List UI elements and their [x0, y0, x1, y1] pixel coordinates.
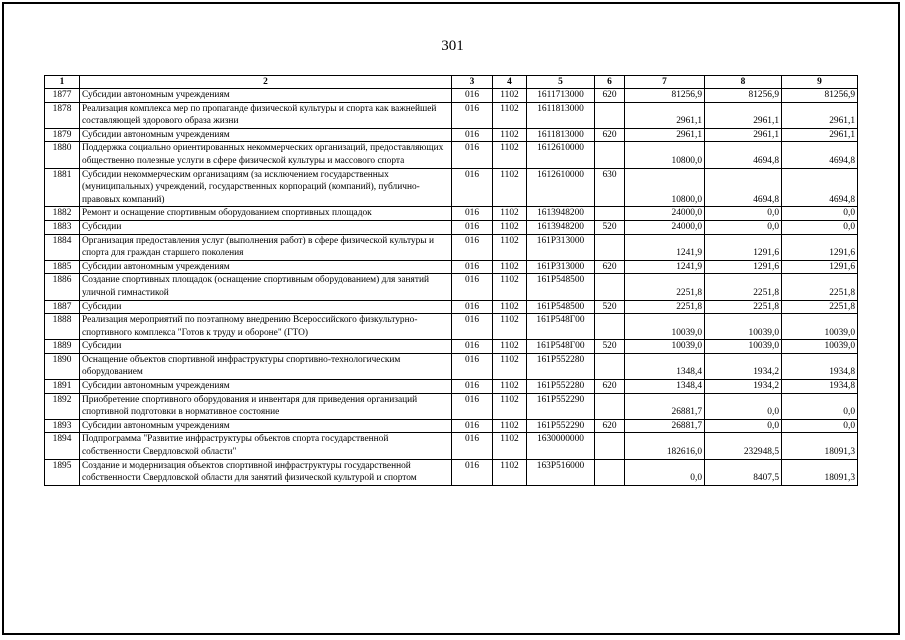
table-row [45, 393, 858, 419]
row-number: 1885 [45, 260, 80, 274]
table-row [45, 260, 858, 274]
row-value-9: 18091,3 [782, 459, 858, 485]
row-code-6: 620 [595, 128, 625, 142]
row-code-6: 520 [595, 300, 625, 314]
row-code-3: 016 [452, 340, 493, 354]
row-code-4: 1102 [493, 353, 527, 379]
row-value-7: 1241,9 [625, 234, 705, 260]
row-description: Субсидии [80, 220, 452, 234]
row-code-3: 016 [452, 380, 493, 394]
table-row [45, 128, 858, 142]
row-code-6: 620 [595, 380, 625, 394]
row-number: 1882 [45, 207, 80, 221]
row-code-3: 016 [452, 419, 493, 433]
row-value-7: 26881,7 [625, 419, 705, 433]
row-code-3: 016 [452, 89, 493, 103]
row-value-8: 81256,9 [705, 89, 782, 103]
row-code-4: 1102 [493, 340, 527, 354]
row-value-8: 1291,6 [705, 234, 782, 260]
row-code-5: 161P313000 [527, 234, 595, 260]
row-description: Поддержка социально ориентированных некоммерческих организаций, предоставляющих общественно полезные услуги в сфере физической культуры и массового спорта [80, 142, 452, 168]
row-code-3: 016 [452, 353, 493, 379]
row-description: Ремонт и оснащение спортивным оборудованием спортивных площадок [80, 207, 452, 221]
table-row [45, 353, 858, 379]
row-description: Субсидии автономным учреждениям [80, 128, 452, 142]
table-row [45, 207, 858, 221]
row-value-7: 10800,0 [625, 142, 705, 168]
table-row [45, 419, 858, 433]
row-value-7: 1348,4 [625, 353, 705, 379]
row-value-9: 0,0 [782, 207, 858, 221]
table-row [45, 314, 858, 340]
row-code-3: 016 [452, 314, 493, 340]
row-value-8: 0,0 [705, 220, 782, 234]
row-value-7: 10800,0 [625, 168, 705, 207]
row-description: Приобретение спортивного оборудования и инвентаря для приведения организаций спортивной подготовки в нормативное состояние [80, 393, 452, 419]
row-description: Подпрограмма "Развитие инфраструктуры объектов спорта государственной собственности Свердловской области" [80, 433, 452, 459]
row-code-6: 520 [595, 220, 625, 234]
row-value-9: 81256,9 [782, 89, 858, 103]
row-code-3: 016 [452, 207, 493, 221]
row-code-5: 161P548Г00 [527, 314, 595, 340]
row-code-6 [595, 207, 625, 221]
row-number: 1894 [45, 433, 80, 459]
row-code-4: 1102 [493, 168, 527, 207]
row-value-8: 10039,0 [705, 340, 782, 354]
row-description: Субсидии автономным учреждениям [80, 260, 452, 274]
row-code-4: 1102 [493, 274, 527, 300]
table-row [45, 380, 858, 394]
row-value-8: 0,0 [705, 207, 782, 221]
row-value-9: 2961,1 [782, 128, 858, 142]
row-value-7: 81256,9 [625, 89, 705, 103]
row-description: Субсидии [80, 340, 452, 354]
header-cell: 3 [452, 76, 493, 89]
row-code-4: 1102 [493, 234, 527, 260]
row-number: 1890 [45, 353, 80, 379]
row-code-3: 016 [452, 433, 493, 459]
row-code-3: 016 [452, 142, 493, 168]
row-code-6 [595, 433, 625, 459]
row-code-6 [595, 353, 625, 379]
row-value-8: 2251,8 [705, 274, 782, 300]
row-number: 1878 [45, 102, 80, 128]
row-code-5: 161P552290 [527, 419, 595, 433]
row-value-9: 1934,8 [782, 353, 858, 379]
row-code-6 [595, 393, 625, 419]
row-value-7: 2251,8 [625, 300, 705, 314]
row-code-4: 1102 [493, 419, 527, 433]
row-number: 1893 [45, 419, 80, 433]
table-body [45, 76, 858, 486]
table-row [45, 300, 858, 314]
row-code-6: 620 [595, 89, 625, 103]
row-code-5: 161P313000 [527, 260, 595, 274]
header-cell: 2 [80, 76, 452, 89]
row-value-8: 1291,6 [705, 260, 782, 274]
row-code-3: 016 [452, 393, 493, 419]
header-cell: 9 [782, 76, 858, 89]
row-code-4: 1102 [493, 260, 527, 274]
row-number: 1877 [45, 89, 80, 103]
row-code-3: 016 [452, 459, 493, 485]
row-value-8: 4694,8 [705, 142, 782, 168]
row-code-4: 1102 [493, 300, 527, 314]
table-row [45, 340, 858, 354]
row-number: 1886 [45, 274, 80, 300]
header-cell: 8 [705, 76, 782, 89]
row-value-9: 18091,3 [782, 433, 858, 459]
row-value-9: 2961,1 [782, 102, 858, 128]
row-value-8: 8407,5 [705, 459, 782, 485]
row-value-8: 2961,1 [705, 128, 782, 142]
budget-table [44, 75, 858, 486]
row-code-4: 1102 [493, 433, 527, 459]
row-value-7: 2961,1 [625, 128, 705, 142]
row-code-5: 161P548500 [527, 300, 595, 314]
row-value-9: 4694,8 [782, 142, 858, 168]
header-row [45, 76, 858, 89]
row-code-5: 1613948200 [527, 220, 595, 234]
row-code-4: 1102 [493, 142, 527, 168]
table-row [45, 433, 858, 459]
row-number: 1887 [45, 300, 80, 314]
row-code-4: 1102 [493, 380, 527, 394]
row-code-3: 016 [452, 128, 493, 142]
row-code-3: 016 [452, 220, 493, 234]
header-cell: 7 [625, 76, 705, 89]
row-value-7: 24000,0 [625, 207, 705, 221]
row-code-6 [595, 142, 625, 168]
row-code-6 [595, 274, 625, 300]
row-description: Реализация комплекса мер по пропаганде физической культуры и спорта как важнейшей составляющей здорового образа жизни [80, 102, 452, 128]
header-cell: 6 [595, 76, 625, 89]
row-code-5: 1611813000 [527, 128, 595, 142]
row-value-8: 4694,8 [705, 168, 782, 207]
row-code-3: 016 [452, 102, 493, 128]
row-description: Создание и модернизация объектов спортивной инфраструктуры государственной собственности Свердловской области для занятий физической культурой и спортом [80, 459, 452, 485]
row-code-4: 1102 [493, 207, 527, 221]
row-code-6: 520 [595, 340, 625, 354]
row-value-7: 182616,0 [625, 433, 705, 459]
row-value-8: 2251,8 [705, 300, 782, 314]
row-number: 1884 [45, 234, 80, 260]
row-value-9: 4694,8 [782, 168, 858, 207]
row-value-8: 1934,2 [705, 380, 782, 394]
table-row [45, 89, 858, 103]
row-number: 1891 [45, 380, 80, 394]
row-code-5: 1611813000 [527, 102, 595, 128]
row-value-8: 0,0 [705, 419, 782, 433]
row-number: 1881 [45, 168, 80, 207]
row-code-3: 016 [452, 274, 493, 300]
row-code-4: 1102 [493, 314, 527, 340]
row-code-3: 016 [452, 260, 493, 274]
row-value-8: 0,0 [705, 393, 782, 419]
row-value-9: 1934,8 [782, 380, 858, 394]
row-code-5: 161P548Г00 [527, 340, 595, 354]
row-number: 1879 [45, 128, 80, 142]
row-value-7: 10039,0 [625, 340, 705, 354]
header-cell: 4 [493, 76, 527, 89]
row-code-5: 1630000000 [527, 433, 595, 459]
row-value-7: 24000,0 [625, 220, 705, 234]
row-value-7: 2251,8 [625, 274, 705, 300]
row-number: 1889 [45, 340, 80, 354]
row-description: Оснащение объектов спортивной инфраструктуры спортивно-технологическим оборудованием [80, 353, 452, 379]
row-code-3: 016 [452, 234, 493, 260]
row-code-5: 163P516000 [527, 459, 595, 485]
row-value-8: 1934,2 [705, 353, 782, 379]
row-value-8: 232948,5 [705, 433, 782, 459]
header-cell: 1 [45, 76, 80, 89]
row-value-9: 1291,6 [782, 234, 858, 260]
row-code-6 [595, 234, 625, 260]
row-description: Субсидии автономным учреждениям [80, 419, 452, 433]
row-code-6: 620 [595, 419, 625, 433]
row-code-4: 1102 [493, 220, 527, 234]
row-value-8: 10039,0 [705, 314, 782, 340]
row-number: 1888 [45, 314, 80, 340]
table-row [45, 234, 858, 260]
row-description: Субсидии автономным учреждениям [80, 89, 452, 103]
row-description: Субсидии автономным учреждениям [80, 380, 452, 394]
table-row [45, 274, 858, 300]
page-number: 301 [441, 38, 464, 54]
row-code-3: 016 [452, 300, 493, 314]
row-value-7: 0,0 [625, 459, 705, 485]
row-code-5: 161P552280 [527, 353, 595, 379]
row-code-5: 1612610000 [527, 168, 595, 207]
row-value-9: 2251,8 [782, 274, 858, 300]
row-description: Организация предоставления услуг (выполнения работ) в сфере физической культуры и спорта для граждан старшего поколения [80, 234, 452, 260]
row-code-4: 1102 [493, 459, 527, 485]
row-description: Создание спортивных площадок (оснащение спортивным оборудованием) для занятий уличной гимнастикой [80, 274, 452, 300]
row-value-9: 2251,8 [782, 300, 858, 314]
row-code-5: 161P552280 [527, 380, 595, 394]
row-value-9: 1291,6 [782, 260, 858, 274]
row-value-7: 1241,9 [625, 260, 705, 274]
row-value-9: 0,0 [782, 393, 858, 419]
row-code-6 [595, 459, 625, 485]
row-code-5: 1611713000 [527, 89, 595, 103]
row-code-6 [595, 102, 625, 128]
row-code-5: 1613948200 [527, 207, 595, 221]
row-code-6: 620 [595, 260, 625, 274]
row-value-9: 10039,0 [782, 340, 858, 354]
row-value-7: 26881,7 [625, 393, 705, 419]
row-code-5: 161P548500 [527, 274, 595, 300]
table-row [45, 142, 858, 168]
row-value-9: 10039,0 [782, 314, 858, 340]
header-cell: 5 [527, 76, 595, 89]
row-description: Реализация мероприятий по поэтапному внедрению Всероссийского физкультурно-спортивного комплекса "Готов к труду и обороне" (ГТО) [80, 314, 452, 340]
row-code-4: 1102 [493, 393, 527, 419]
row-value-8: 2961,1 [705, 102, 782, 128]
table-row [45, 459, 858, 485]
row-number: 1895 [45, 459, 80, 485]
row-code-4: 1102 [493, 89, 527, 103]
row-code-4: 1102 [493, 102, 527, 128]
row-number: 1880 [45, 142, 80, 168]
row-value-9: 0,0 [782, 419, 858, 433]
row-code-3: 016 [452, 168, 493, 207]
row-code-5: 161P552290 [527, 393, 595, 419]
row-value-9: 0,0 [782, 220, 858, 234]
table-row [45, 220, 858, 234]
row-number: 1883 [45, 220, 80, 234]
row-code-6: 630 [595, 168, 625, 207]
row-value-7: 1348,4 [625, 380, 705, 394]
row-description: Субсидии [80, 300, 452, 314]
row-number: 1892 [45, 393, 80, 419]
row-value-7: 10039,0 [625, 314, 705, 340]
row-code-4: 1102 [493, 128, 527, 142]
row-description: Субсидии некоммерческим организациям (за исключением государственных (муниципальных) учреждений, государственных корпораций (компаний), публично-правовых компаний) [80, 168, 452, 207]
table-row [45, 168, 858, 207]
row-value-7: 2961,1 [625, 102, 705, 128]
table-row [45, 102, 858, 128]
row-code-5: 1612610000 [527, 142, 595, 168]
row-code-6 [595, 314, 625, 340]
